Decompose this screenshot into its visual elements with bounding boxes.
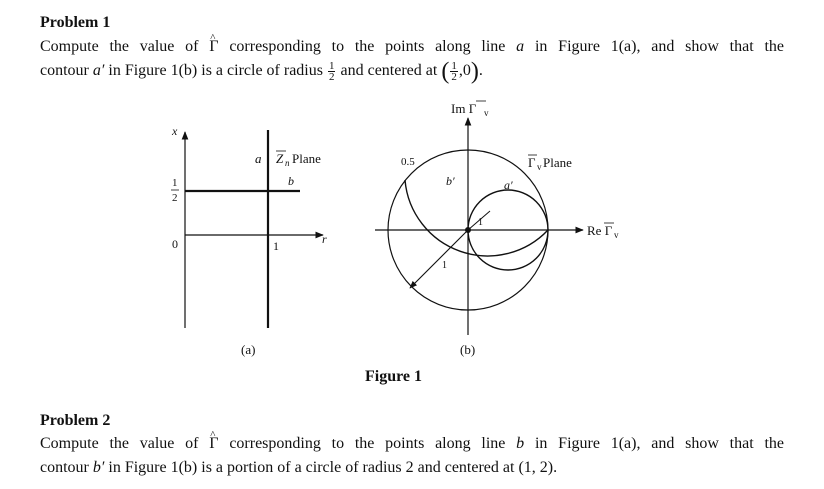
re-axis-label: Re Γ [587,223,613,238]
panel-b [375,101,619,357]
fraction-numerator: 1 [328,59,335,72]
tick-one-upper: 1 [478,217,483,228]
tick-one: 1 [273,239,279,253]
tick-zero: 0 [172,237,178,251]
text-fragment: and centered at [336,62,442,79]
text-fragment: Compute the value of [40,38,210,55]
text-fragment: in Figure 1(a), and show that the [524,435,785,452]
fraction-denominator: 2 [451,70,457,83]
comma: , [458,62,463,79]
a-prime-label: a′ [504,178,513,192]
text-fragment: . [478,62,483,79]
x-axis-label: x [172,124,178,138]
plane-symbol-sub: n [285,158,290,168]
fraction-numerator: 1 [451,59,457,72]
plane-symbol-sub: v [537,162,542,172]
gamma-hat-symbol: ^ Γ [209,35,218,59]
center-y: 0 [462,62,471,79]
tick-half-label: 0.5 [401,156,415,168]
text-fragment: corresponding to the points along line [218,38,517,55]
figure-caption: Figure 1 [365,368,423,385]
panel-b-sublabel: (b) [460,342,476,357]
gamma-plane-label: Plane [543,155,572,170]
line-a-label: a [255,151,262,166]
tick-half-num: 1 [172,177,178,189]
problem-2-line-1 [40,432,784,456]
plane-symbol-gamma: Γ [528,155,536,170]
origin-point [465,227,471,233]
problem-2-heading: Problem 2 [40,412,111,429]
open-paren: ( [441,58,450,85]
im-axis-sub: v [484,108,489,118]
text-fragment: in Figure 1(a), and show that the [524,38,785,55]
text-fragment: in Figure 1(b) is a circle of radius [104,62,327,79]
problem-1-line-2 [40,59,784,83]
radius-fraction [328,61,336,82]
panel-a [171,124,327,357]
text-fragment: corresponding to the points along line [218,435,517,452]
gamma-hat-symbol: ^ Γ [209,432,218,456]
r-axis-label: r [322,232,327,246]
tick-one-lower: 1 [442,260,447,271]
problem-2-line-2 [40,456,784,480]
center-fraction [450,61,458,82]
contour-b-prime: b′ [92,459,105,476]
close-paren: ) [470,58,479,85]
problem-1-line-1 [40,35,784,59]
text-fragment: contour [40,459,93,476]
contour-b-prime-arc [405,180,548,256]
problem-1-text [40,35,784,83]
line-b-ref: b [516,435,525,452]
radius-arrow [410,230,468,288]
plane-symbol-z: Z [276,151,284,166]
problem-2-text [40,432,784,480]
im-axis-label: Im Γ [451,101,477,116]
contour-a-prime: a′ [92,62,105,79]
text-fragment: contour [40,62,93,79]
fraction-denominator: 2 [328,70,335,83]
b-prime-label: b′ [446,174,455,188]
tick-half-den: 2 [172,192,178,204]
text-fragment: Compute the value of [40,435,210,452]
panel-a-sublabel: (a) [241,342,256,357]
problem-1-heading: Problem 1 [40,14,111,31]
line-b-label: b [288,174,294,188]
plane-label: Plane [292,151,321,166]
line-a-ref: a [516,38,525,55]
re-axis-sub: v [614,230,619,240]
text-fragment: in Figure 1(b) is a portion of a circle of radius 2 and centered at (1, 2). [104,459,558,476]
